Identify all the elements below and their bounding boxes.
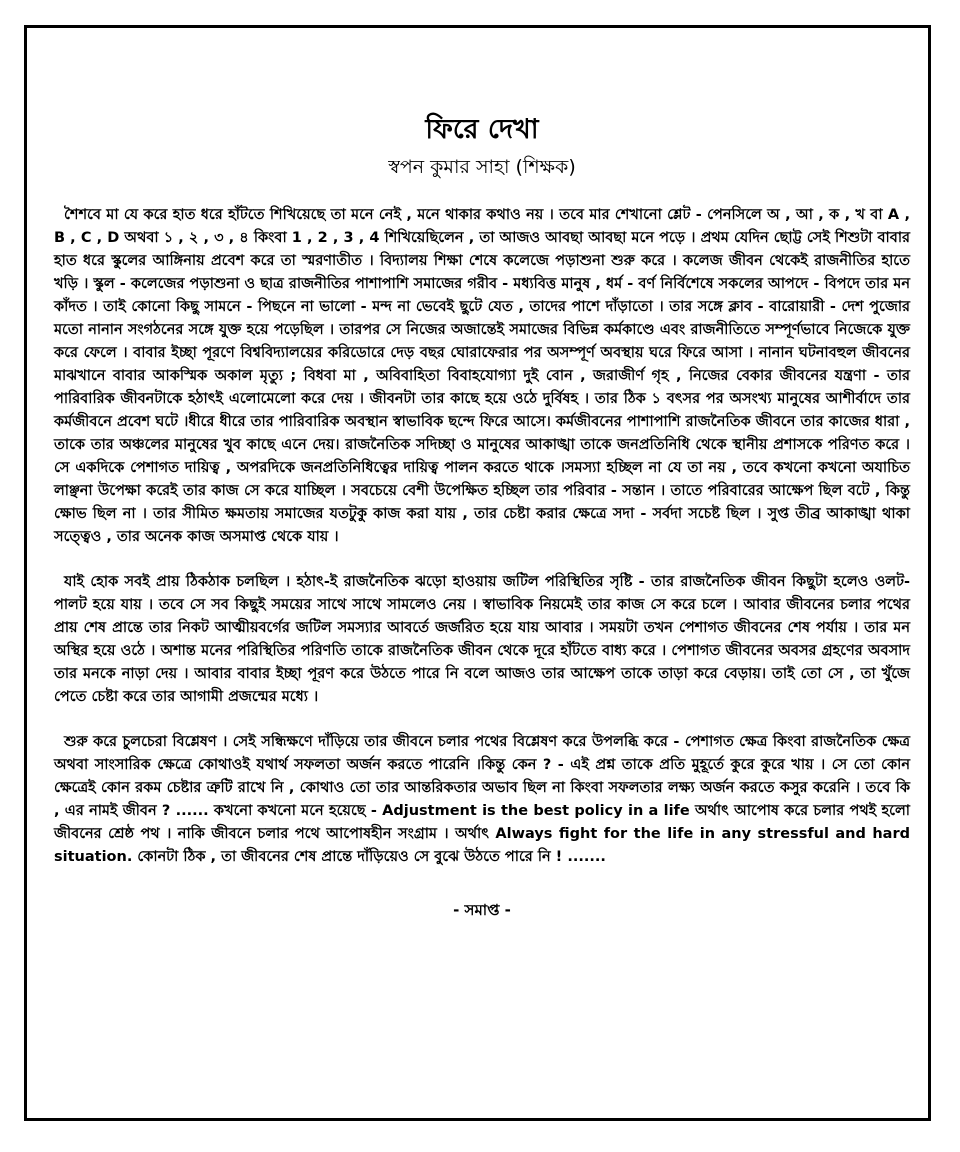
paragraph-3: শুরু করে চুলচেরা বিশ্লেষণ । সেই সন্ধিক্ষণে দাঁড়িয়ে তার জীবনে চলার পথের বিশ্লেষণ করে উপলব্ধি করে - পেশাগত ক্ষেত্র কিংবা রাজনৈতিক ক্ষেত্র অথবা সাংসারিক ক্ষেত্রে কোথাওই যথার্থ সফলতা অর্জন করতে পারেনি ।কিন্তু কেন ? - এই প্রশ্ন তাকে প্রতি মুহূর্তে কুরে কুরে খায় । সে তো কোন ক্ষেত্রেই কোন রকম চেষ্টার ত্রুটি রাখে নি , কোথাও তো তার আন্তরিকতার অভাব ছিল না কিংবা সফলতার লক্ষ্য অর্জন করতে কসুর করেনি । তবে কি , এর নামই জীবন ? ...... কখনো কখনো মনে হয়েছে - Adjustment is the best policy in a life অর্থাৎ আপোষ করে চলার পথই হলো জীবনের শ্রেষ্ঠ পথ । নাকি জীবনে চলার পথে আপোষহীন সংগ্রাম । অর্থাৎ Always fight for the life in any stressful and hard situation. কোনটা ঠিক , তা জীবনের শেষ প্রান্তে দাঁড়িয়েও সে বুঝে উঠতে পারে নি ! ....... [54,734,910,865]
paragraph-1: শৈশবে মা যে করে হাত ধরে হাঁটতে শিখিয়েছে তা মনে নেই , মনে থাকার কথাও নয় । তবে মার শেখানো শ্লেট - পেনসিলে অ , আ , ক , খ বা A , B , C , D অথবা ১ , ২ , ৩ , ৪ কিংবা 1 , 2 , 3 , 4 শিখিয়েছিলেন , তা আজও আবছা আবছা মনে পড়ে । প্রথম যেদিন ছোট্ট সেই শিশুটা বাবার হাত ধরে স্কুলের আঙ্গিনায় প্রবেশ করে তা স্মরণাতীত । বিদ্যালয় শিক্ষা শেষে কলেজে পড়াশুনা শুরু করে । কলেজ জীবন থেকেই রাজনীতির হাতে খড়ি । স্কুল - কলেজের পড়াশুনা ও ছাত্র রাজনীতির পাশাপাশি সমাজের গরীব - মধ্যবিত্ত মানুষ , ধর্ম - বর্ণ নির্বিশেষে সকলের আপদে - বিপদে তার মন কাঁদত । তাই কোনো কিছু সামনে - পিছনে না ভালো - মন্দ না ভেবেই ছুটে যেত , তাদের পাশে দাঁড়াতো । তার সঙ্গে ক্লাব - বারোয়ারী - দেশ পুজোর মতো নানান সংগঠনের সঙ্গে যুক্ত হয়ে পড়েছিল । তারপর সে নিজের অজান্তেই সমাজের বিভিন্ন কর্মকাণ্ডে এবং রাজনীতিতে সম্পূর্ণভাবে নিজেকে যুক্ত করে ফেলে । বাবার ইচ্ছা পূরণে বিশ্ববিদ্যালয়ের করিডোরে দেড় বছর ঘোরাফেরার পর অসম্পূর্ণ অবস্থায় ঘরে ফিরে আসা । নানান ঘটনাবহুল জীবনের মাঝখানে বাবার আকস্মিক অকাল মৃত্যু ; বিধবা মা , অবিবাহিতা বিবাহযোগ্যা দুই বোন , জরাজীর্ণ গৃহ , নিজের বেকার জীবনের যন্ত্রণা - তার পারিবারিক জীবনটাকে হঠাৎই এলোমেলো করে দেয় । জীবনটা তার কাছে হয়ে ওঠে দুর্বিষহ । তার ঠিক ১ বৎসর পর অসংখ্য মানুষের আশীর্বাদে তার কর্মজীবনে প্রবেশ ঘটে ।ধীরে ধীরে তার পারিবারিক অবস্থান স্বাভাবিক ছন্দে ফিরে আসে। কর্মজীবনের পাশাপাশি রাজনৈতিক জীবনে তার কাজের ধারা , তাকে তার অঞ্চলের মানুষের খুব কাছে এনে দেয়। রাজনৈতিক সদিচ্ছা ও মানুষের আকাঙ্খা তাকে জনপ্রতিনিধি থেকে স্থানীয় প্রশাসকে পরিণত করে । সে একদিকে পেশাগত দায়িত্ব , অপরদিকে জনপ্রতিনিধিত্বের দায়িত্ব পালন করতে থাকে ।সমস্যা হচ্ছিল না যে তা নয় , তবে কখনো কখনো অযাচিত লাঞ্ছনা উপেক্ষা করেই তার কাজ সে করে যাচ্ছিল । সবচেয়ে বেশী উপেক্ষিত হচ্ছিল তার পরিবার - সন্তান । তাতে পরিবারের আক্ষেপ ছিল বটে , কিন্তু ক্ষোভ ছিল না । তার সীমিত ক্ষমতায় সমাজের যতটুকু কাজ করা যায় , তার চেষ্টা করার ক্ষেত্রে সদা - সর্বদা সচেষ্ট ছিল । সুপ্ত তীব্র আকাঙ্খা থাকা সত্ত্বেও , তার অনেক কাজ অসমাপ্ত থেকে যায় । [54,207,910,545]
paragraph-2: যাই হোক সবই প্রায় ঠিকঠাক চলছিল । হঠাৎ-ই রাজনৈতিক ঝড়ো হাওয়ায় জটিল পরিস্থিতির সৃষ্টি - তার রাজনৈতিক জীবন কিছুটা হলেও ওলট-পালট হয়ে যায় । তবে সে সব কিছুই সময়ের সাথে সাথে সামলেও নেয় । স্বাভাবিক নিয়মেই তার কাজ সে করে চলে । আবার জীবনের চলার পথের প্রায় শেষ প্রান্তে তার নিকট আত্মীয়বর্গের জটিল সমস্যার আবর্তে জর্জরিত হয়ে যায় আবার । সময়টা তখন পেশাগত জীবনের শেষ পর্যায় । তার মন অস্থির হয়ে ওঠে । অশান্ত মনের পরিস্থিতির পরিণতি তাকে রাজনৈতিক জীবন থেকে দূরে হাঁটতে বাধ্য করে । পেশাগত জীবনের অবসর গ্রহণের অবসাদ তার মনকে নাড়া দেয় । আবার বাবার ইচ্ছা পূরণ করে উঠতে পারে নি বলে আজও তার আক্ষেপ তাকে তাড়া করে বেড়ায়। তাই তো সে , তা খুঁজে পেতে চেষ্টা করে তার আগামী প্রজন্মের মধ্যে । [54,574,910,705]
document-body [54,112,910,921]
author-line: স্বপন কুমার সাহা (শিক্ষক) [388,156,576,178]
ending-mark: - সমাপ্ত - [453,901,511,919]
document-title: ফিরে দেখা [425,114,539,145]
